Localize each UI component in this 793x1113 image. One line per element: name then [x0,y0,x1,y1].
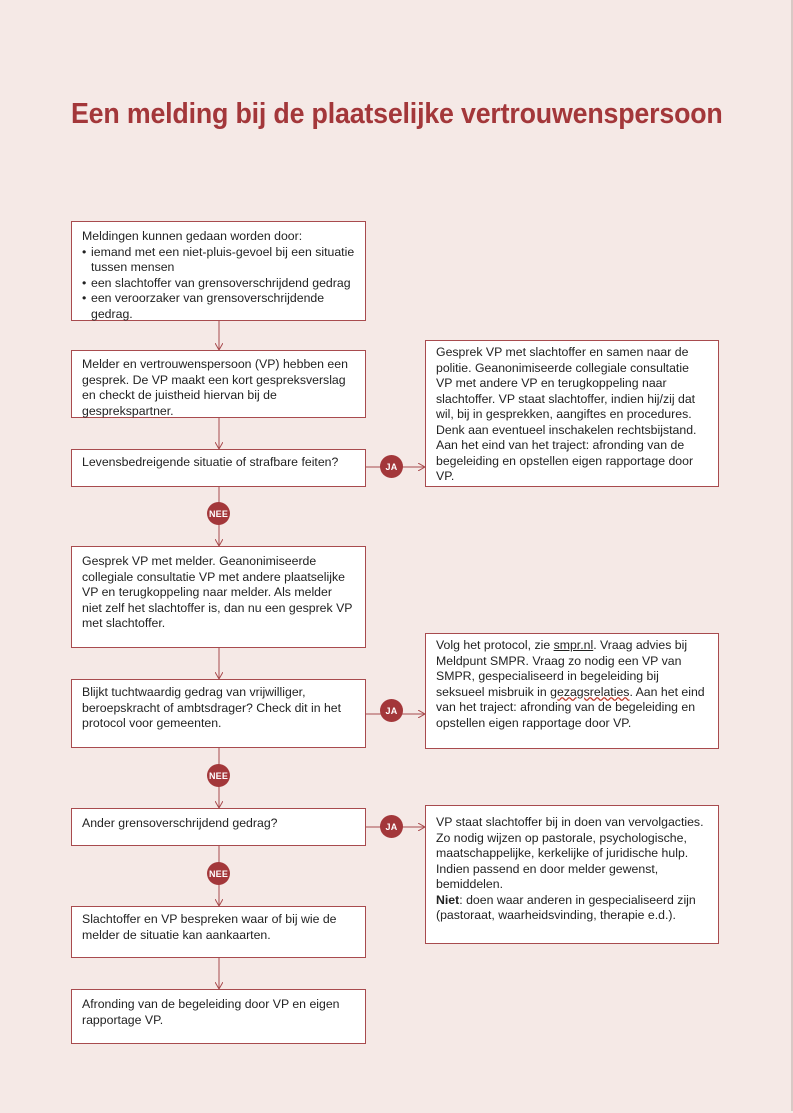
step-protocol [425,633,719,749]
page-title: Een melding bij de plaatselijke vertrouwenspersoon [71,98,723,130]
spellcheck-flagged-word: gezagsrelaties [550,684,630,699]
step-who-list [82,245,355,323]
step-closing: Afronding van de begeleiding door VP en eigen rapportage VP. [71,989,366,1044]
badge-no-life: NEE [207,502,230,525]
protocol-text-end: . Aan het eind van het traject: afronding van de begeleiding en opstellen eigen rapportage door VP. [436,684,705,730]
follow-up-not-text: : doen waar anderen in gespecialiseerd zijn (pastoraat, waarheidsvinding, therapie e.d.). [436,892,696,922]
step-conversation: Melder en vertrouwenspersoon (VP) hebben een gesprek. De VP maakt een kort gespreksverslag en checkt de juistheid hiervan bij de gesprekspartner. [71,350,366,418]
protocol-text-middle: . Vraag advies bij Meldpunt SMPR. Vraag zo nodig een VP van SMPR, gespecialiseerd in begeleiding bij seksueel misbruik in [436,638,688,699]
question-disciplinary: Blijkt tuchtwaardig gedrag van vrijwilliger, beroepskracht of ambtsdrager? Check dit in het protocol voor gemeenten. [71,679,366,748]
badge-no-other: NEE [207,862,230,885]
list-item: • een slachtoffer van grensoverschrijdend gedrag [82,276,355,292]
question-life-threatening: Levensbedreigende situatie of strafbare feiten? [71,449,366,487]
badge-yes-discipline: JA [380,699,403,722]
follow-up-text: VP staat slachtoffer bij in doen van vervolgacties. Zo nodig wijzen op pastorale, psychologische, maatschappelijke, kerkelijke of juridische hulp. Indien passend en door melder gewenst, bemiddelen. [436,815,704,891]
question-other-behaviour: Ander grensoverschrijdend gedrag? [71,808,366,846]
list-item: • iemand met een niet-pluis-gevoel bij een situatie tussen mensen [82,245,355,276]
follow-up-not-label: Niet [436,892,460,907]
step-follow-up [425,805,719,944]
step-who-can-report [71,221,366,321]
badge-yes-life: JA [380,455,403,478]
step-discuss-escalation: Slachtoffer en VP bespreken waar of bij wie de melder de situatie kan aankaarten. [71,906,366,958]
protocol-text-start: Volg het protocol, zie [436,638,554,652]
step-talk-with-melder: Gesprek VP met melder. Geanonimiseerde collegiale consultatie VP met andere plaatselijke VP en terugkoppeling naar melder. Als melder niet zelf het slachtoffer is, dan nu een gesprek VP met slachtoffer. [71,546,366,648]
list-item: • een veroorzaker van grensoverschrijdende gedrag. [82,291,355,322]
step-who-intro: Meldingen kunnen gedaan worden door: [82,229,303,243]
step-police: Gesprek VP met slachtoffer en samen naar de politie. Geanonimiseerde collegiale consultatie VP met andere VP en terugkoppeling naar slachtoffer. VP staat slachtoffer, indien hij/zij dat wil, bij in gesprekken, aangiftes en procedures. Denk aan eventueel inschakelen rechtsbijstand. Aan het eind van het traject: afronding van de begeleiding en opstellen eigen rapportage door VP. [425,340,719,487]
smpr-link[interactable]: smpr.nl [553,638,594,652]
badge-no-discipline: NEE [207,764,230,787]
badge-yes-other: JA [380,815,403,838]
